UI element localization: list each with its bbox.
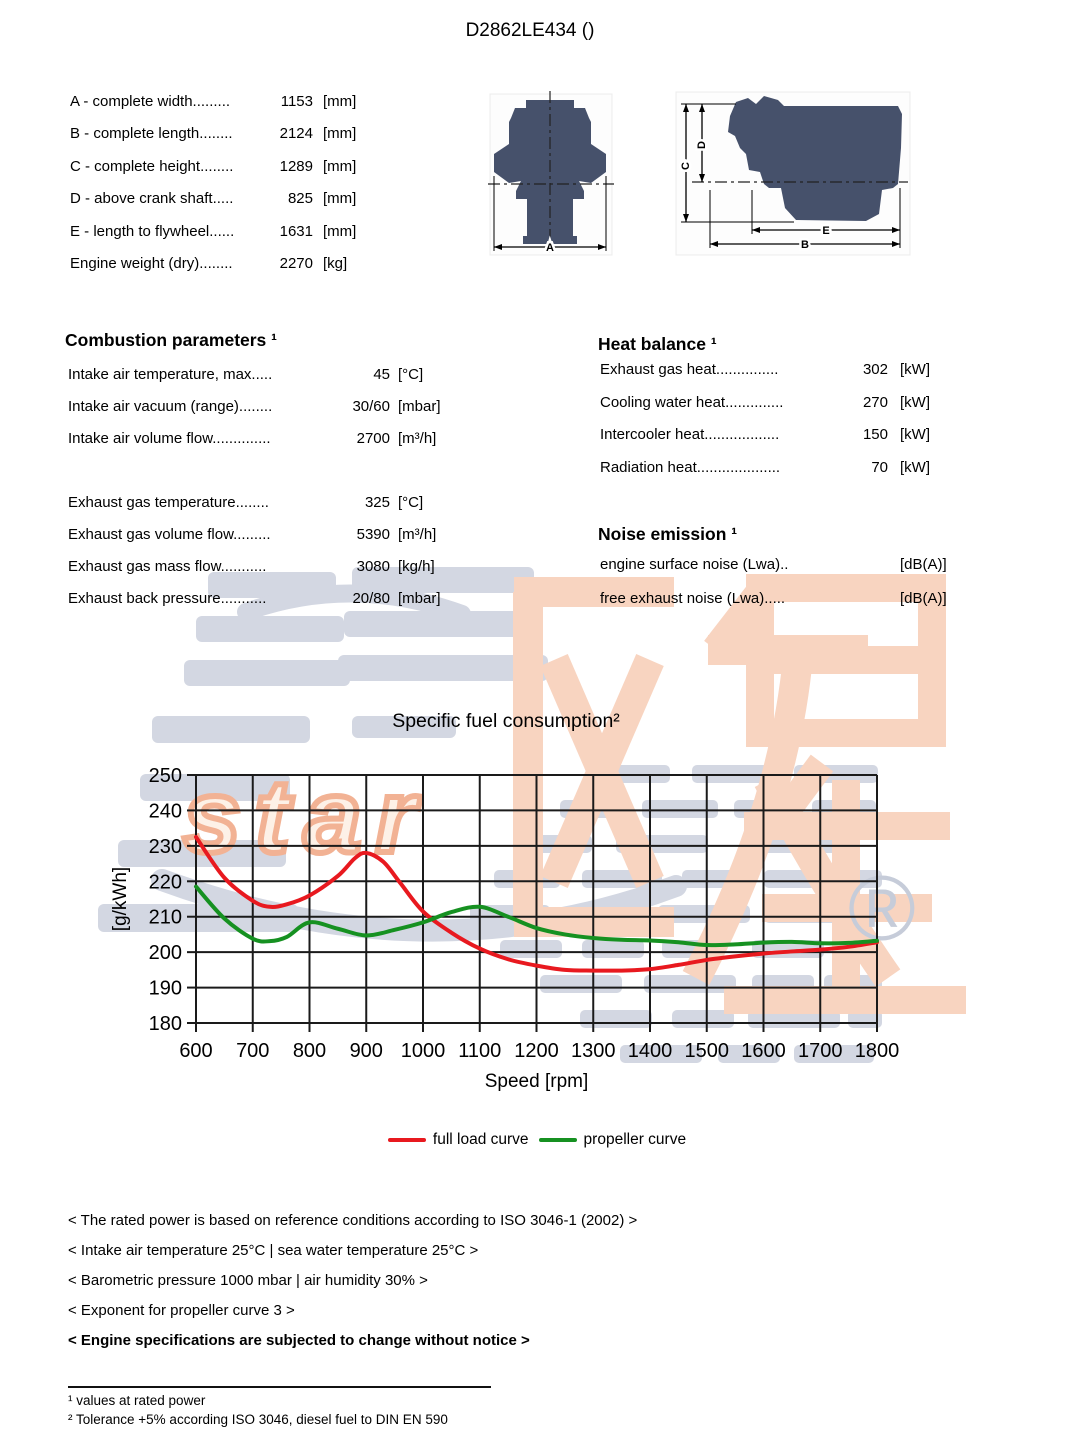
parameter-value: 45 <box>373 366 390 383</box>
y-tick-label: 190 <box>148 977 182 1000</box>
parameter-unit: [kg/h] <box>398 558 435 575</box>
x-axis-label: Speed [rpm] <box>484 1071 589 1092</box>
parameter-row <box>600 361 960 381</box>
y-tick-label: 240 <box>148 800 182 823</box>
parameter-value: 270 <box>862 394 888 411</box>
y-tick-label: 200 <box>148 942 182 965</box>
x-tick-label: 1600 <box>741 1040 786 1062</box>
legend-label: propeller curve <box>583 1131 687 1148</box>
x-tick-label: 900 <box>349 1040 383 1062</box>
parameter-value: 2700 <box>356 430 390 447</box>
parameter-value: 3080 <box>356 558 390 575</box>
x-tick-label: 800 <box>292 1040 327 1062</box>
parameter-unit: [dB(A)] <box>900 590 947 607</box>
fuel-consumption-chart <box>110 753 920 1103</box>
parameter-label: Cooling water heat.............. <box>600 394 784 411</box>
parameter-row <box>68 366 428 386</box>
dimension-value: 1153 <box>280 93 313 110</box>
parameter-row <box>600 590 960 610</box>
parameter-unit: [mbar] <box>398 590 441 607</box>
combustion-heading: Combustion parameters ¹ <box>65 330 277 350</box>
parameter-row <box>600 394 960 414</box>
dimension-row <box>70 93 390 113</box>
dimension-unit: [kg] <box>323 255 348 272</box>
x-tick-label: 600 <box>179 1040 213 1062</box>
x-tick-label: 700 <box>236 1040 270 1062</box>
x-tick-label: 1000 <box>400 1040 446 1062</box>
dimension-unit: [mm] <box>323 190 357 207</box>
y-tick-label: 180 <box>148 1013 182 1035</box>
dimension-row <box>70 255 390 275</box>
parameter-row <box>68 494 428 514</box>
x-tick-label: 1500 <box>684 1040 729 1062</box>
dim-label-E: E <box>822 225 830 237</box>
reference-note: < Exponent for propeller curve 3 > <box>68 1302 295 1319</box>
parameter-value: 325 <box>364 494 390 511</box>
footnote-divider <box>68 1386 491 1388</box>
dimension-row <box>70 158 390 178</box>
dimension-label: E - length to flywheel...... <box>70 223 235 240</box>
reference-note: < Barometric pressure 1000 mbar | air humidity 30% > <box>68 1272 428 1289</box>
noise-emission-heading: Noise emission ¹ <box>598 524 738 544</box>
full-load-curve-swatch <box>388 1138 426 1142</box>
y-tick-label: 210 <box>148 906 182 929</box>
x-tick-label: 1800 <box>854 1040 900 1062</box>
dimension-label: B - complete length........ <box>70 125 233 142</box>
parameter-value: 5390 <box>356 526 390 543</box>
y-tick-label: 230 <box>148 835 182 858</box>
parameter-unit: [°C] <box>398 494 424 511</box>
dimension-unit: [mm] <box>323 125 357 142</box>
parameter-label: free exhaust noise (Lwa)..... <box>600 590 786 607</box>
parameter-unit: [mbar] <box>398 398 441 415</box>
footnote: ² Tolerance +5% according ISO 3046, diesel fuel to DIN EN 590 <box>68 1412 448 1427</box>
propeller-curve-swatch <box>539 1138 577 1142</box>
dimension-value: 2124 <box>279 125 313 142</box>
dimension-label: Engine weight (dry)........ <box>70 255 233 272</box>
legend-item <box>388 1131 529 1149</box>
x-tick-label: 1400 <box>627 1040 673 1062</box>
page-title: D2862LE434 () <box>465 20 595 41</box>
dimension-unit: [mm] <box>323 93 357 110</box>
parameter-label: Intake air vacuum (range)........ <box>68 398 273 415</box>
reference-note: < Intake air temperature 25°C | sea water temperature 25°C > <box>68 1242 479 1259</box>
dimension-label: C - complete height........ <box>70 158 234 175</box>
dim-label-B: B <box>801 239 809 251</box>
parameter-unit: [m³/h] <box>398 430 437 447</box>
disclaimer-note: < Engine specifications are subjected to change without notice > <box>68 1332 530 1349</box>
parameter-label: Exhaust gas volume flow......... <box>68 526 271 543</box>
dimension-unit: [mm] <box>323 223 357 240</box>
y-axis-label: [g/kWh] <box>110 866 131 932</box>
watermark-stripe <box>184 660 350 686</box>
dimension-value: 825 <box>287 190 313 207</box>
legend-item <box>539 1131 687 1149</box>
watermark-registered-mark: ® <box>848 858 916 960</box>
engine-dimension-figure <box>478 88 918 263</box>
parameter-label: Exhaust gas mass flow........... <box>68 558 267 575</box>
parameter-label: engine surface noise (Lwa).. <box>600 556 789 573</box>
parameter-row <box>600 556 960 576</box>
watermark-star-text: star <box>183 759 430 875</box>
x-tick-label: 1200 <box>514 1040 559 1062</box>
dimension-value: 1289 <box>279 158 313 175</box>
reference-note: < The rated power is based on reference conditions according to ISO 3046-1 (2002) > <box>68 1212 638 1229</box>
parameter-label: Intercooler heat.................. <box>600 426 780 443</box>
parameter-unit: [kW] <box>900 426 930 443</box>
x-tick-label: 1100 <box>458 1040 502 1062</box>
chart-legend <box>157 1131 917 1149</box>
x-tick-label: 1700 <box>798 1040 843 1062</box>
y-tick-label: 220 <box>148 871 182 894</box>
parameter-label: Exhaust back pressure........... <box>68 590 267 607</box>
dimension-row <box>70 223 390 243</box>
parameter-unit: [kW] <box>900 459 930 476</box>
footnote: ¹ values at rated power <box>68 1393 206 1408</box>
parameter-row <box>68 558 435 578</box>
heat-balance-heading: Heat balance ¹ <box>598 334 717 354</box>
parameter-value: 30/60 <box>352 398 390 415</box>
watermark-stripe <box>196 616 344 642</box>
parameter-row <box>600 426 960 446</box>
dimension-row <box>70 190 390 210</box>
parameter-label: Radiation heat.................... <box>600 459 781 476</box>
parameter-row <box>600 459 960 479</box>
parameter-unit: [°C] <box>398 366 424 383</box>
parameter-row <box>68 590 441 610</box>
dimension-label: A - complete width......... <box>70 93 231 110</box>
dimension-value: 1631 <box>279 223 313 240</box>
parameter-value: 20/80 <box>352 590 390 607</box>
dim-label-D: D <box>696 141 708 149</box>
parameter-unit: [dB(A)] <box>900 556 947 573</box>
parameter-unit: [kW] <box>900 394 930 411</box>
parameter-label: Exhaust gas heat............... <box>600 361 779 378</box>
parameter-row <box>68 398 441 418</box>
dimension-label: D - above crank shaft..... <box>70 190 234 207</box>
parameter-label: Intake air volume flow.............. <box>68 430 271 447</box>
dimension-unit: [mm] <box>323 158 357 175</box>
y-tick-label: 250 <box>148 765 182 787</box>
parameter-value: 302 <box>862 361 888 378</box>
parameter-label: Exhaust gas temperature........ <box>68 494 269 511</box>
x-tick-label: 1300 <box>571 1040 616 1062</box>
legend-label: full load curve <box>432 1131 529 1148</box>
dim-label-A: A <box>546 242 554 254</box>
parameter-label: Intake air temperature, max..... <box>68 366 273 383</box>
parameter-row <box>68 526 437 546</box>
parameter-unit: [kW] <box>900 361 930 378</box>
dimension-row <box>70 125 390 145</box>
dim-label-C: C <box>680 162 692 170</box>
dimension-value: 2270 <box>279 255 313 272</box>
parameter-unit: [m³/h] <box>398 526 437 543</box>
parameter-value: 70 <box>871 459 888 476</box>
chart-title: Specific fuel consumption² <box>392 710 620 732</box>
parameter-row <box>68 430 437 450</box>
parameter-value: 150 <box>862 426 888 443</box>
